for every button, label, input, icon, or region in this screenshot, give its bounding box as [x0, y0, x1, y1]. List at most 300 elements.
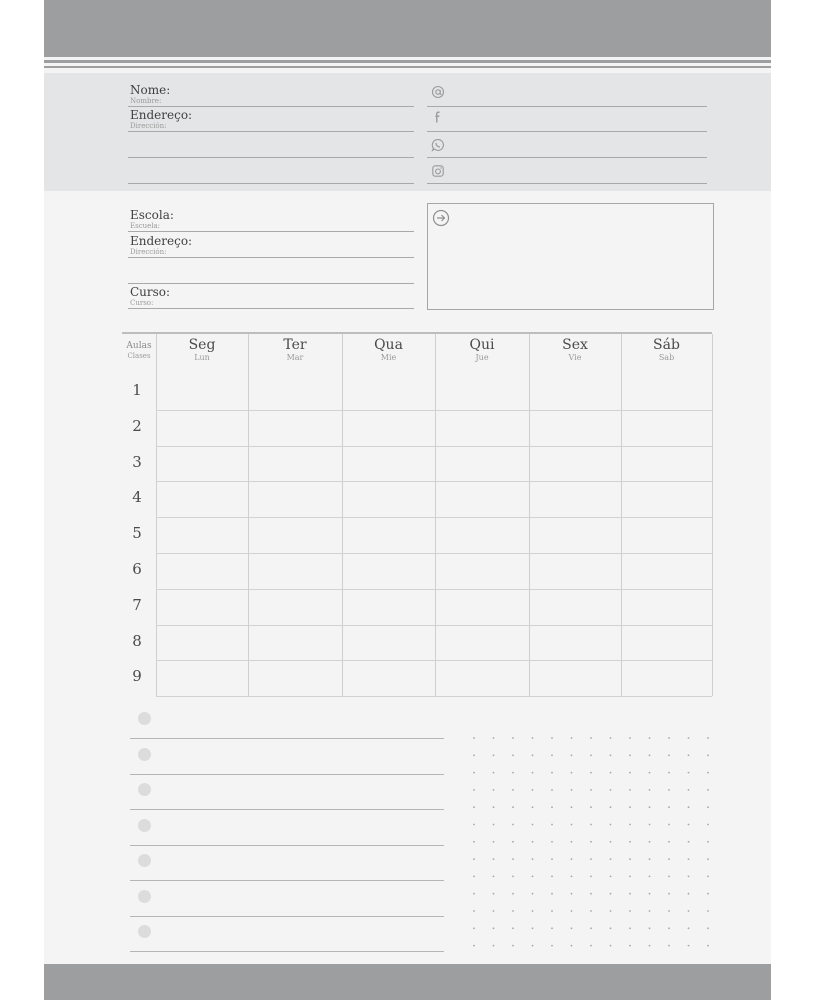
- address-field[interactable]: [128, 109, 414, 132]
- grid-dot: [473, 945, 475, 947]
- day-sublabel: Mar: [286, 353, 304, 362]
- grid-dot: [668, 876, 670, 878]
- grid-dot: [473, 858, 475, 860]
- note-line[interactable]: [130, 809, 444, 810]
- grid-dot: [493, 737, 495, 739]
- course-sublabel: Curso:: [130, 299, 154, 307]
- timetable-cell[interactable]: [622, 517, 712, 553]
- timetable-cell[interactable]: [622, 446, 712, 482]
- bullet-dot: [138, 748, 151, 761]
- grid-dot: [512, 824, 514, 826]
- grid-dot: [532, 893, 534, 895]
- grid-dot: [532, 841, 534, 843]
- row-number: 2: [132, 416, 142, 435]
- grid-dot: [707, 789, 709, 791]
- grid-dot: [512, 772, 514, 774]
- grid-dot: [532, 772, 534, 774]
- grid-dot: [688, 876, 690, 878]
- timetable-cell[interactable]: [436, 589, 529, 625]
- timetable-cell[interactable]: [622, 589, 712, 625]
- grid-dot: [512, 876, 514, 878]
- grid-dot: [688, 841, 690, 843]
- timetable-row-line: [156, 696, 712, 697]
- grid-dot: [551, 737, 553, 739]
- timetable-cell[interactable]: [249, 481, 342, 517]
- row-number: 7: [132, 595, 142, 614]
- grid-dot: [551, 945, 553, 947]
- grid-dot: [649, 841, 651, 843]
- grid-dot: [707, 824, 709, 826]
- grid-dot: [512, 806, 514, 808]
- timetable-cell[interactable]: [436, 410, 529, 446]
- timetable-cell[interactable]: [343, 553, 435, 589]
- grid-dot: [590, 789, 592, 791]
- grid-dot: [532, 945, 534, 947]
- timetable-cell[interactable]: [249, 625, 342, 661]
- timetable-top-line: [122, 332, 712, 334]
- grid-dot: [571, 789, 573, 791]
- instagram-field[interactable]: [427, 160, 707, 184]
- grid-dot: [649, 737, 651, 739]
- name-label: Nome:: [130, 83, 171, 97]
- timetable-cell[interactable]: [530, 481, 621, 517]
- grid-dot: [668, 927, 670, 929]
- grid-dot: [473, 893, 475, 895]
- grid-dot: [649, 754, 651, 756]
- grid-dot: [668, 910, 670, 912]
- timetable-cell[interactable]: [343, 481, 435, 517]
- header-stripe: [44, 60, 771, 63]
- timetable-cell[interactable]: [622, 625, 712, 661]
- grid-dot: [610, 893, 612, 895]
- day-sublabel: Sab: [658, 353, 675, 362]
- grid-dot: [629, 789, 631, 791]
- timetable-cell[interactable]: [157, 410, 248, 446]
- school-address-label: Endereço:: [130, 234, 193, 248]
- grid-dot: [512, 927, 514, 929]
- grid-dot: [629, 806, 631, 808]
- timetable-cell[interactable]: [622, 410, 712, 446]
- grid-dot: [668, 806, 670, 808]
- bullet-dot: [138, 854, 151, 867]
- day-header: [156, 337, 248, 363]
- grid-dot: [571, 824, 573, 826]
- grid-dot: [551, 876, 553, 878]
- grid-dot: [551, 910, 553, 912]
- dot-grid[interactable]: [471, 735, 711, 947]
- timetable-cell[interactable]: [530, 374, 621, 410]
- day-header: [248, 337, 342, 363]
- grid-dot: [610, 945, 612, 947]
- grid-dot: [551, 927, 553, 929]
- grid-dot: [512, 737, 514, 739]
- day-header: [435, 337, 529, 363]
- day-label: Qua: [374, 337, 403, 353]
- grid-dot: [590, 876, 592, 878]
- timetable-cell[interactable]: [436, 660, 529, 696]
- day-label: Sáb: [653, 337, 680, 353]
- grid-dot: [590, 841, 592, 843]
- grid-dot: [551, 806, 553, 808]
- day-header: [621, 337, 712, 363]
- day-label: Seg: [188, 337, 216, 353]
- school-label: Escola:: [130, 208, 174, 222]
- day-header: [342, 337, 435, 363]
- day-sublabel: Jue: [475, 353, 489, 362]
- name-sublabel: Nombre:: [130, 97, 162, 105]
- grid-dot: [493, 772, 495, 774]
- instagram-icon: [431, 164, 445, 178]
- school-address-line-2[interactable]: [128, 260, 414, 284]
- timetable-cell[interactable]: [530, 517, 621, 553]
- bullet-dot: [138, 925, 151, 938]
- timetable-cell[interactable]: [436, 517, 529, 553]
- grid-dot: [610, 772, 612, 774]
- timetable-cell[interactable]: [436, 446, 529, 482]
- timetable-cell[interactable]: [157, 446, 248, 482]
- timetable-cell[interactable]: [530, 625, 621, 661]
- grid-dot: [688, 824, 690, 826]
- timetable-cell[interactable]: [249, 446, 342, 482]
- grid-dot: [707, 737, 709, 739]
- timetable-cell[interactable]: [343, 374, 435, 410]
- grid-dot: [571, 893, 573, 895]
- timetable-cell[interactable]: [249, 517, 342, 553]
- grid-dot: [610, 876, 612, 878]
- grid-dot: [571, 737, 573, 739]
- grid-dot: [629, 927, 631, 929]
- note-line[interactable]: [130, 738, 444, 739]
- grid-dot: [629, 824, 631, 826]
- grid-dot: [668, 824, 670, 826]
- grid-dot: [532, 754, 534, 756]
- timetable-cell[interactable]: [157, 660, 248, 696]
- grid-dot: [473, 910, 475, 912]
- grid-dot: [551, 858, 553, 860]
- timetable-cell[interactable]: [249, 374, 342, 410]
- course-field[interactable]: [128, 286, 414, 309]
- grid-dot: [610, 737, 612, 739]
- corner-label: Aulas: [126, 341, 152, 351]
- grid-dot: [649, 945, 651, 947]
- timetable-cell[interactable]: [343, 660, 435, 696]
- grid-dot: [493, 927, 495, 929]
- grid-dot: [590, 772, 592, 774]
- top-band: [44, 0, 771, 57]
- grid-dot: [571, 806, 573, 808]
- grid-dot: [668, 754, 670, 756]
- email-field[interactable]: [427, 84, 707, 107]
- timetable-cell[interactable]: [157, 589, 248, 625]
- day-header: [529, 337, 621, 363]
- grid-dot: [493, 754, 495, 756]
- grid-dot: [649, 876, 651, 878]
- grid-dot: [571, 945, 573, 947]
- grid-dot: [473, 841, 475, 843]
- grid-dot: [668, 789, 670, 791]
- timetable-cell[interactable]: [622, 553, 712, 589]
- grid-dot: [493, 910, 495, 912]
- timetable-cell[interactable]: [622, 374, 712, 410]
- grid-dot: [629, 893, 631, 895]
- grid-dot: [512, 841, 514, 843]
- note-line[interactable]: [130, 951, 444, 952]
- grid-dot: [571, 841, 573, 843]
- grid-dot: [532, 910, 534, 912]
- row-number: 1: [132, 381, 142, 399]
- grid-dot: [668, 945, 670, 947]
- planner-page: [44, 0, 771, 1000]
- notes-box[interactable]: [427, 203, 714, 310]
- grid-dot: [493, 858, 495, 860]
- note-line[interactable]: [130, 916, 444, 917]
- grid-dot: [629, 858, 631, 860]
- grid-dot: [512, 910, 514, 912]
- grid-dot: [668, 858, 670, 860]
- grid-dot: [688, 893, 690, 895]
- grid-dot: [649, 893, 651, 895]
- grid-dot: [473, 927, 475, 929]
- bullet-dot: [138, 890, 151, 903]
- course-label: Curso:: [130, 285, 171, 299]
- timetable-cell[interactable]: [530, 660, 621, 696]
- note-line[interactable]: [130, 845, 444, 846]
- timetable-cell[interactable]: [157, 481, 248, 517]
- grid-dot: [610, 927, 612, 929]
- timetable-cell[interactable]: [343, 410, 435, 446]
- timetable-cell[interactable]: [436, 553, 529, 589]
- bullet-dot: [138, 712, 151, 725]
- grid-dot: [629, 910, 631, 912]
- arrow-right-circle-icon: [432, 209, 450, 227]
- grid-dot: [493, 893, 495, 895]
- grid-dot: [493, 806, 495, 808]
- at-icon: [431, 85, 445, 99]
- grid-dot: [688, 789, 690, 791]
- timetable-cell[interactable]: [343, 625, 435, 661]
- day-label: Sex: [562, 337, 588, 353]
- grid-dot: [688, 927, 690, 929]
- grid-dot: [551, 754, 553, 756]
- grid-dot: [532, 927, 534, 929]
- timetable-cell[interactable]: [530, 589, 621, 625]
- bottom-band: [44, 964, 771, 1000]
- grid-dot: [590, 737, 592, 739]
- grid-dot: [473, 876, 475, 878]
- grid-dot: [512, 858, 514, 860]
- grid-dot: [688, 772, 690, 774]
- address-line-2[interactable]: [128, 134, 414, 158]
- grid-dot: [707, 858, 709, 860]
- timetable-cell[interactable]: [157, 553, 248, 589]
- grid-dot: [629, 945, 631, 947]
- grid-dot: [512, 789, 514, 791]
- grid-dot: [707, 806, 709, 808]
- grid-dot: [571, 876, 573, 878]
- timetable-cell[interactable]: [157, 517, 248, 553]
- bullet-dot: [138, 783, 151, 796]
- grid-dot: [493, 824, 495, 826]
- grid-dot: [493, 876, 495, 878]
- day-sublabel: Vie: [568, 353, 582, 362]
- grid-dot: [512, 754, 514, 756]
- grid-dot: [707, 772, 709, 774]
- grid-dot: [590, 910, 592, 912]
- name-field[interactable]: [128, 84, 414, 107]
- timetable-cell[interactable]: [436, 625, 529, 661]
- timetable-cell[interactable]: [249, 553, 342, 589]
- timetable-cell[interactable]: [622, 660, 712, 696]
- grid-dot: [473, 824, 475, 826]
- grid-dot: [473, 789, 475, 791]
- grid-dot: [590, 806, 592, 808]
- grid-dot: [707, 876, 709, 878]
- timetable-cell[interactable]: [157, 625, 248, 661]
- grid-dot: [473, 754, 475, 756]
- timetable-cell[interactable]: [436, 481, 529, 517]
- timetable-cell[interactable]: [530, 553, 621, 589]
- grid-dot: [610, 824, 612, 826]
- grid-dot: [707, 910, 709, 912]
- grid-dot: [707, 927, 709, 929]
- row-number: 4: [132, 488, 142, 507]
- grid-dot: [649, 910, 651, 912]
- grid-dot: [707, 841, 709, 843]
- timetable-cell[interactable]: [530, 446, 621, 482]
- grid-dot: [590, 824, 592, 826]
- grid-dot: [688, 806, 690, 808]
- grid-dot: [610, 910, 612, 912]
- timetable-cell[interactable]: [343, 517, 435, 553]
- grid-dot: [688, 754, 690, 756]
- grid-dot: [688, 858, 690, 860]
- timetable-cell[interactable]: [249, 410, 342, 446]
- grid-dot: [610, 754, 612, 756]
- address-sublabel: Dirección:: [130, 122, 167, 130]
- grid-dot: [610, 841, 612, 843]
- facebook-field[interactable]: [427, 109, 707, 132]
- grid-dot: [551, 824, 553, 826]
- timetable-cell[interactable]: [343, 589, 435, 625]
- row-number: 3: [132, 452, 142, 471]
- grid-dot: [532, 824, 534, 826]
- grid-dot: [493, 945, 495, 947]
- note-line[interactable]: [130, 880, 444, 881]
- row-number: 8: [132, 631, 142, 650]
- grid-dot: [551, 772, 553, 774]
- day-label: Qui: [469, 337, 495, 353]
- grid-dot: [688, 737, 690, 739]
- grid-dot: [688, 945, 690, 947]
- grid-dot: [649, 927, 651, 929]
- grid-dot: [512, 945, 514, 947]
- timetable-cell[interactable]: [436, 374, 529, 410]
- timetable-column-line: [712, 334, 713, 696]
- school-address-field[interactable]: [128, 235, 414, 258]
- day-sublabel: Lun: [194, 353, 210, 362]
- school-address-sublabel: Dirección:: [130, 248, 167, 256]
- address-line-3[interactable]: [128, 160, 414, 184]
- grid-dot: [571, 858, 573, 860]
- facebook-icon: [431, 110, 445, 124]
- grid-dot: [590, 945, 592, 947]
- day-label: Ter: [283, 337, 307, 353]
- grid-dot: [551, 789, 553, 791]
- corner-sublabel: Clases: [127, 352, 151, 360]
- grid-dot: [493, 841, 495, 843]
- grid-dot: [668, 841, 670, 843]
- grid-dot: [571, 754, 573, 756]
- grid-dot: [551, 841, 553, 843]
- grid-dot: [629, 754, 631, 756]
- grid-dot: [590, 927, 592, 929]
- grid-dot: [571, 772, 573, 774]
- note-line[interactable]: [130, 774, 444, 775]
- grid-dot: [551, 893, 553, 895]
- grid-dot: [649, 824, 651, 826]
- grid-dot: [512, 893, 514, 895]
- grid-dot: [668, 893, 670, 895]
- grid-dot: [668, 737, 670, 739]
- grid-dot: [610, 858, 612, 860]
- row-number: 6: [132, 560, 142, 578]
- timetable-cell[interactable]: [249, 589, 342, 625]
- school-sublabel: Escuela:: [130, 222, 161, 230]
- row-number: 5: [132, 524, 142, 543]
- grid-dot: [473, 806, 475, 808]
- grid-dot: [473, 737, 475, 739]
- grid-dot: [610, 789, 612, 791]
- grid-dot: [493, 789, 495, 791]
- timetable-cell[interactable]: [249, 660, 342, 696]
- grid-dot: [590, 754, 592, 756]
- grid-dot: [629, 772, 631, 774]
- grid-dot: [668, 772, 670, 774]
- row-number: 9: [132, 667, 142, 686]
- grid-dot: [590, 858, 592, 860]
- timetable-cell[interactable]: [157, 374, 248, 410]
- grid-dot: [629, 876, 631, 878]
- grid-dot: [707, 945, 709, 947]
- grid-dot: [532, 806, 534, 808]
- timetable-corner: [122, 340, 156, 361]
- grid-dot: [532, 789, 534, 791]
- timetable-cell[interactable]: [343, 446, 435, 482]
- whatsapp-field[interactable]: [427, 134, 707, 158]
- grid-dot: [649, 858, 651, 860]
- timetable-cell[interactable]: [622, 481, 712, 517]
- timetable: [122, 332, 712, 692]
- header-stripe: [44, 66, 771, 68]
- grid-dot: [532, 876, 534, 878]
- grid-dot: [532, 858, 534, 860]
- grid-dot: [707, 754, 709, 756]
- address-label: Endereço:: [130, 108, 193, 122]
- grid-dot: [610, 806, 612, 808]
- grid-dot: [649, 806, 651, 808]
- grid-dot: [571, 927, 573, 929]
- grid-dot: [473, 772, 475, 774]
- grid-dot: [590, 893, 592, 895]
- grid-dot: [629, 737, 631, 739]
- grid-dot: [571, 910, 573, 912]
- timetable-cell[interactable]: [530, 410, 621, 446]
- school-field[interactable]: [128, 209, 414, 232]
- day-sublabel: Mie: [380, 353, 397, 362]
- grid-dot: [629, 841, 631, 843]
- whatsapp-icon: [431, 138, 445, 152]
- bullet-dot: [138, 819, 151, 832]
